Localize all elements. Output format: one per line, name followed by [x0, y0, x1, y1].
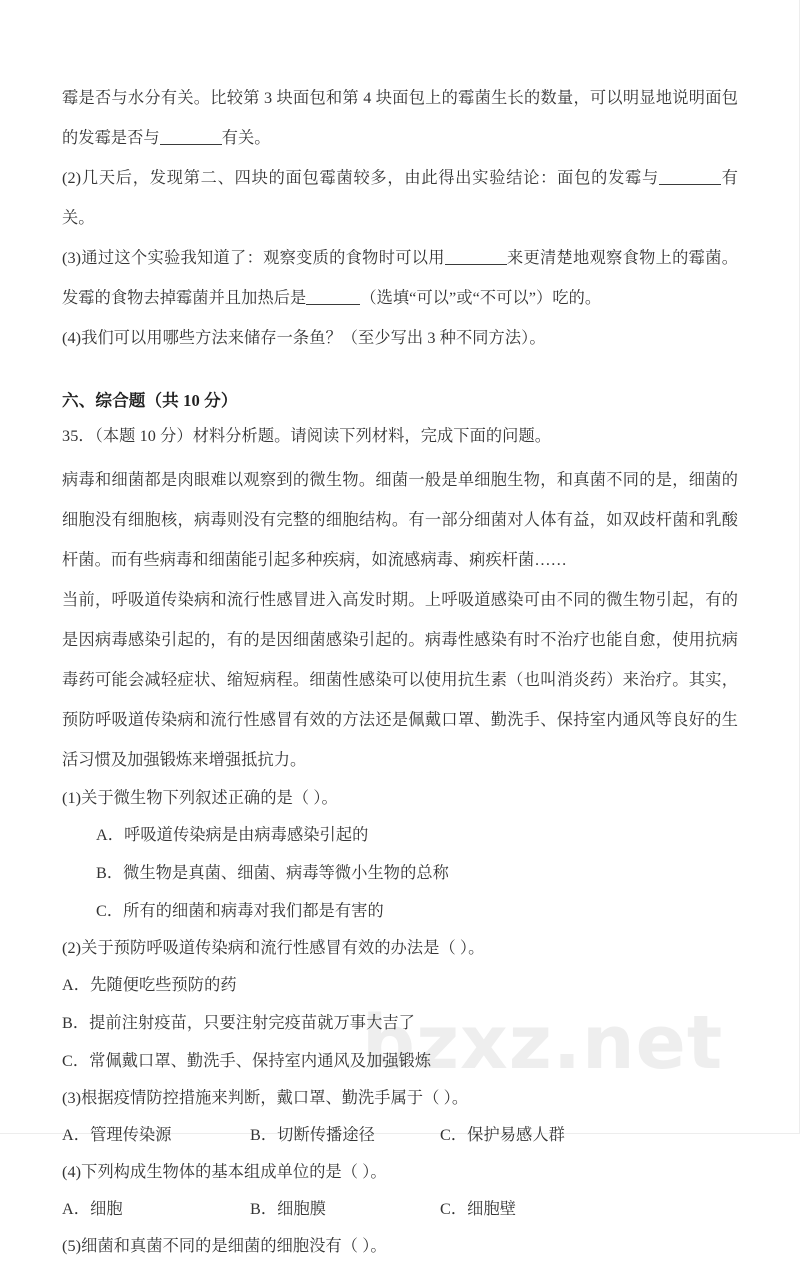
continued-item-3-text: (3)通过这个实验我知道了：观察变质的食物时可以用	[62, 249, 445, 267]
continued-item-2-text: (2)几天后，发现第二、四块的面包霉菌较多，由此得出实验结论：面包的发霉与	[62, 169, 660, 187]
continued-question-block	[62, 78, 738, 358]
sub-question-1-option-b[interactable]: B．微生物是真菌、细菌、病毒等微小生物的总称	[96, 864, 449, 882]
sub-question-3-stem: (3)根据疫情防控措施来判断，戴口罩、勤洗手属于（ ）。	[62, 1089, 469, 1107]
sub-question-3-option-a[interactable]: A．管理传染源	[62, 1126, 172, 1144]
sub-question-1-option-c[interactable]: C．所有的细菌和病毒对我们都是有害的	[96, 902, 384, 920]
continued-item-3-end: （选填“可以”或“不可以”）吃的。	[360, 289, 602, 307]
sub-question-4-stem: (4)下列构成生物体的基本组成单位的是（ ）。	[62, 1163, 387, 1181]
sub-question-2-option-a[interactable]: A．先随便吃些预防的药	[62, 976, 237, 994]
sub-question-3-option-b[interactable]: B．切断传播途径	[250, 1126, 375, 1144]
section-heading: 六、综合题（共 10 分）	[62, 391, 238, 410]
sub-question-4-option-b[interactable]: B．细胞膜	[250, 1200, 327, 1218]
question-35-stem: 35．（本题 10 分）材料分析题。请阅读下列材料，完成下面的问题。	[62, 427, 552, 445]
material-paragraph-2: 当前，呼吸道传染病和流行性感冒进入高发时期。上呼吸道感染可由不同的微生物引起，有的是因病毒感染引起的，有的是因细菌感染引起的。病毒性感染有时不治疗也能自愈，使用抗病毒药可能会减轻症状、缩短病程。细菌性感染可以使用抗生素（也叫消炎药）来治疗。其实，预防呼吸道传染病和流行性感冒有效的方法还是佩戴口罩、勤洗手、保持室内通风等良好的生活习惯及加强锻炼来增强抵抗力。	[62, 591, 738, 769]
continued-item-4: (4)我们可以用哪些方法来储存一条鱼？（至少写出 3 种不同方法）。	[62, 329, 546, 347]
material-paragraph-1: 病毒和细菌都是肉眼难以观察到的微生物。细菌一般是单细胞生物，和真菌不同的是，细菌的细胞没有细胞核，病毒则没有完整的细胞结构。有一部分细菌对人体有益，如双歧杆菌和乳酸杆菌。而有些病毒和细菌能引起多种疾病，如流感病毒、痢疾杆菌……	[62, 471, 738, 569]
continued-line-1-end: 有关。	[221, 129, 271, 147]
sub-question-2-option-c[interactable]: C．常佩戴口罩、勤洗手、保持室内通风及加强锻炼	[62, 1052, 432, 1070]
sub-question-3-option-c[interactable]: C．保护易感人群	[440, 1126, 565, 1144]
sub-question-1-option-a[interactable]: A．呼吸道传染病是由病毒感染引起的	[96, 826, 369, 844]
fill-blank-1[interactable]	[160, 144, 222, 145]
sub-question-2-stem: (2)关于预防呼吸道传染病和流行性感冒有效的办法是（ ）。	[62, 939, 485, 957]
continued-line-1-tail: 的发霉是否与	[62, 129, 160, 147]
continued-item-3-mid: 来更清楚地观察食物上的霉菌。发霉的食物去掉霉菌并且加热后是	[62, 249, 738, 307]
fill-blank-2[interactable]	[659, 184, 721, 185]
sub-question-2-option-b[interactable]: B．提前注射疫苗，只要注射完疫苗就万事大吉了	[62, 1014, 415, 1032]
continued-item-2-end: 有关。	[62, 169, 738, 227]
watermark-text: bzxz.net	[362, 1000, 724, 1086]
sub-question-3-options	[62, 1116, 738, 1154]
continued-item-3	[62, 238, 738, 318]
fill-blank-3[interactable]	[445, 264, 507, 265]
sub-question-5-stem: (5)细菌和真菌不同的是细菌的细胞没有（ ）。	[62, 1237, 387, 1255]
page-content	[62, 78, 738, 1264]
continued-item-2	[62, 158, 738, 238]
continued-line-1-text: 霉是否与水分有关。比较第 3 块面包和第 4 块面包上的霉菌生长的数量，可以明显地说明面包	[62, 89, 738, 107]
fill-blank-4[interactable]	[306, 304, 360, 305]
sub-question-1-stem: (1)关于微生物下列叙述正确的是（ ）。	[62, 789, 338, 807]
continued-line-1	[62, 78, 738, 158]
sub-question-4-option-a[interactable]: A．细胞	[62, 1200, 123, 1218]
sub-question-4-option-c[interactable]: C．细胞壁	[440, 1200, 517, 1218]
sub-question-4-options	[62, 1190, 738, 1228]
